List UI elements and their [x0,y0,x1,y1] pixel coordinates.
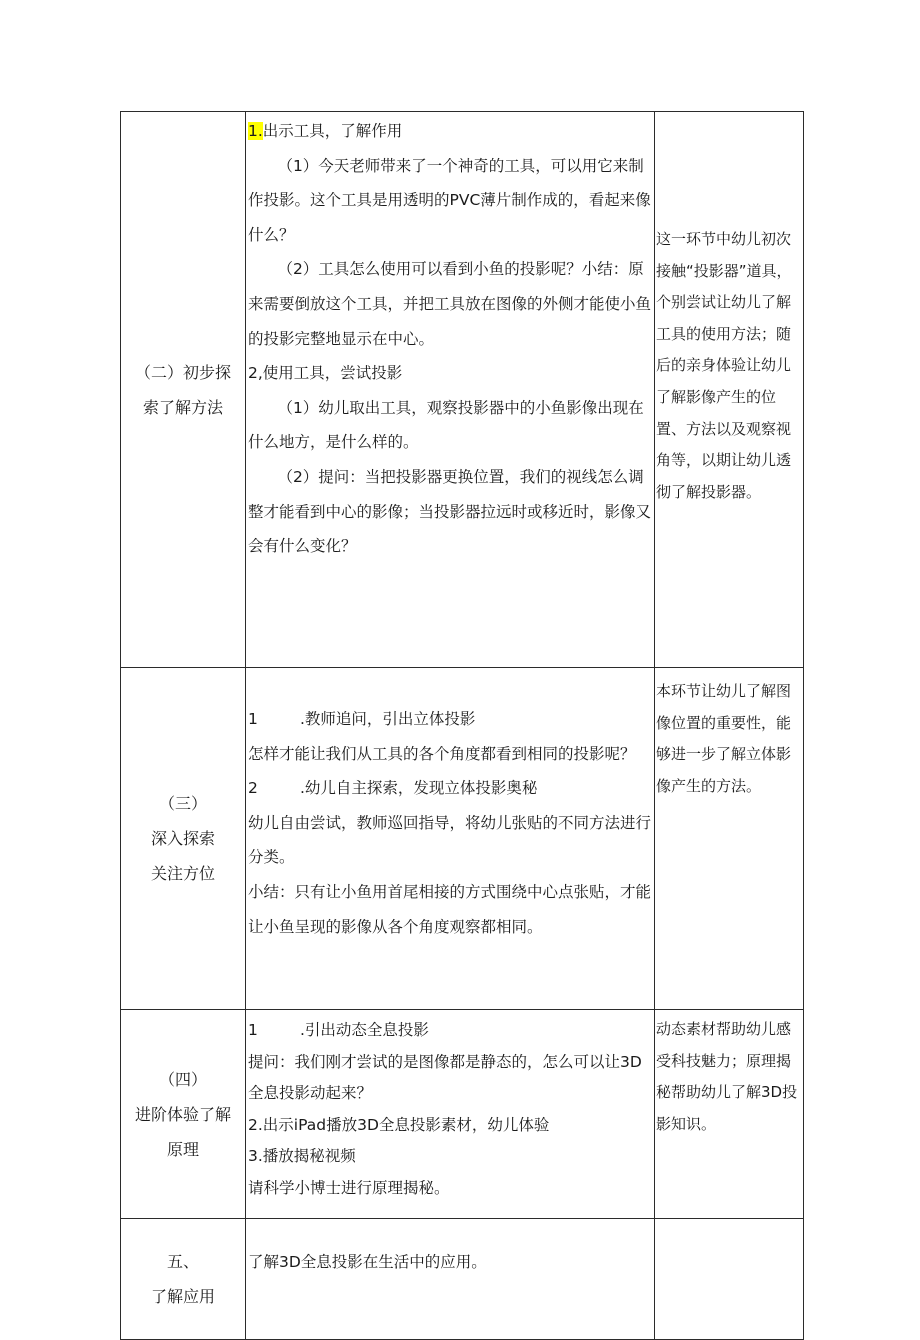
section-heading: 2.出示iPad播放3D全息投影素材，幼儿体验 [248,1115,550,1134]
stage-label: （二）初步探 [134,362,231,382]
stage-label: 五、 [166,1252,199,1271]
stage-label: 索了解方法 [142,397,223,417]
note-cell [655,668,804,1010]
content-cell [246,1010,655,1219]
section-heading: 2,使用工具，尝试投影 [248,364,403,383]
content-cell [246,112,655,668]
stage-label: （四） [158,1069,207,1089]
paragraph: 请科学小博士进行原理揭秘。 [248,1178,450,1197]
paragraph: 了解3D全息投影在生活中的应用。 [248,1253,487,1271]
section-heading: 2 .幼儿自主探索，发现立体投影奥秘 [248,779,538,798]
stage-label: 深入探索 [150,829,215,848]
paragraph: 怎样才能让我们从工具的各个角度都看到相同的投影呢？ [248,744,636,763]
note-cell [655,1219,804,1340]
table-row [121,668,804,1010]
paragraph: （2）提问：当把投影器更换位置，我们的视线怎么调整才能看到中心的影像；当投影器拉远时或移近时，影像又会有什么变化？ [248,467,652,556]
stage-label: 进阶体验了解 [134,1104,231,1124]
stage-cell [121,1010,246,1219]
paragraph: （1）幼儿取出工具，观察投影器中的小鱼影像出现在什么地方，是什么样的。 [248,398,644,452]
content-cell [246,668,655,1010]
paragraph: （2）工具怎么使用可以看到小鱼的投影呢？小结：原来需要倒放这个工具，并把工具放在图像的外侧才能使小鱼的投影完整地显示在中心。 [248,260,652,348]
section-heading: 1.出示工具，了解作用 [248,122,403,140]
table-row [121,1010,804,1219]
section-heading: 3.播放揭秘视频 [248,1147,356,1165]
paragraph: 幼儿自由尝试，教师巡回指导，将幼儿张贴的不同方法进行分类。 [248,813,652,867]
highlight-mark: 1. [248,122,263,140]
stage-cell [121,1219,246,1340]
stage-cell [121,668,246,1010]
note-text: 这一环节中幼儿初次接触“投影器”道具，个别尝试让幼儿了解工具的使用方法；随后的亲身体验让幼儿了解影像产生的位置、方法以及观察视角等，以期让幼儿透彻了解投影器。 [656,230,792,501]
paragraph: 提问：我们刚才尝试的是图像都是静态的，怎么可以让3D全息投影动起来？ [248,1052,642,1102]
lesson-plan-table [120,111,804,1340]
stage-label: （三） [158,794,207,813]
note-cell [655,1010,804,1219]
stage-label: 关注方位 [150,864,215,883]
stage-cell [121,112,246,668]
section-heading: 1 .引出动态全息投影 [248,1021,429,1039]
note-text: 本环节让幼儿了解图像位置的重要性，能够进一步了解立体影像产生的方法。 [656,682,792,795]
stage-label: 原理 [166,1139,199,1159]
note-text: 动态素材帮助幼儿感受科技魅力；原理揭秘帮助幼儿了解3D投影知识。 [656,1020,798,1133]
paragraph: （1）今天老师带来了一个神奇的工具，可以用它来制作投影。这个工具是用透明的PVC薄片制作成的，看起来像什么？ [248,156,651,244]
content-cell [246,1219,655,1340]
table-row [121,1219,804,1340]
paragraph: 小结：只有让小鱼用首尾相接的方式围绕中心点张贴，才能让小鱼呈现的影像从各个角度观察都相同。 [248,882,652,936]
table-row [121,112,804,668]
stage-label: 了解应用 [150,1287,215,1306]
section-heading: 1 .教师追问，引出立体投影 [248,710,476,728]
note-cell [655,112,804,668]
